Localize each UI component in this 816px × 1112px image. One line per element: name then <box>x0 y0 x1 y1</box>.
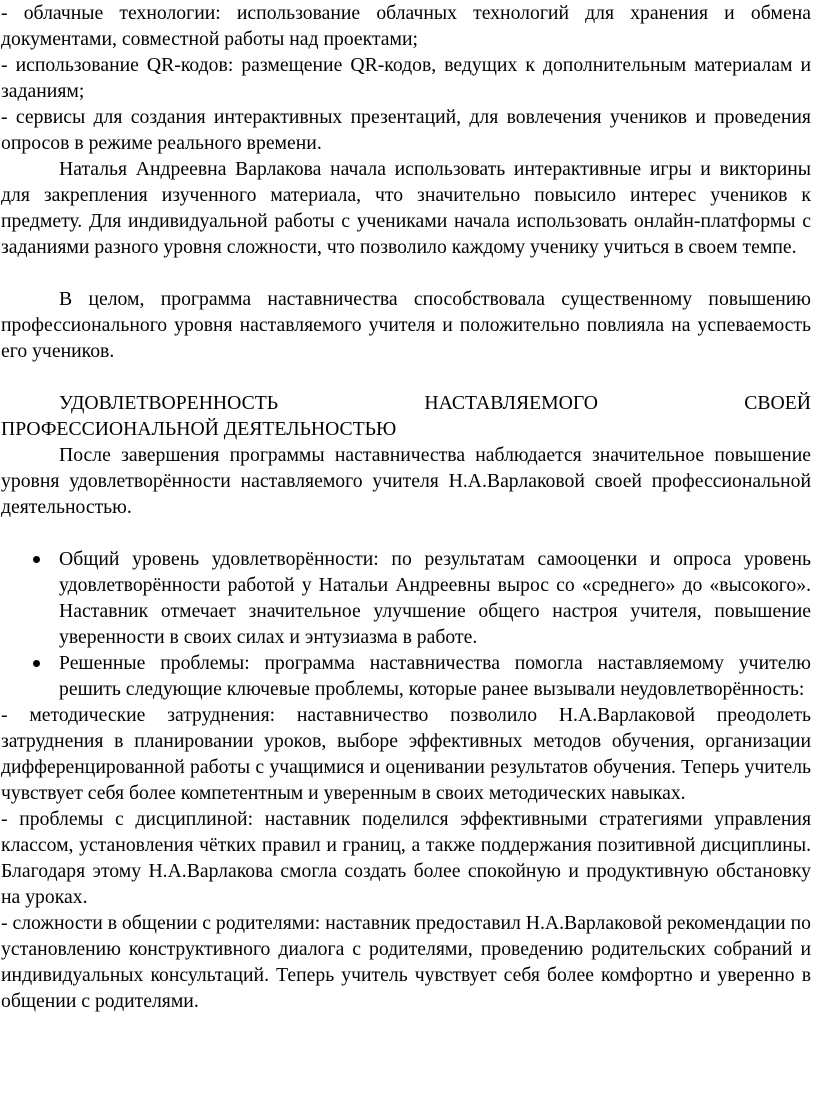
section-heading-line1: УДОВЛЕТВОРЕННОСТЬ НАСТАВЛЯЕМОГО СВОЕЙ <box>59 392 811 414</box>
section-heading <box>1 390 811 442</box>
intro-item-cloud: - облачные технологии: использование облачных технологий для хранения и обмена документами, совместной работы над проектами; <box>1 2 811 50</box>
bullet-text: Решенные проблемы: программа наставничества помогла наставляемому учителю решить следующие ключевые проблемы, которые ранее вызывали неудовлетворённость: <box>59 652 811 700</box>
problem-discipline: - проблемы с дисциплиной: наставник поделился эффективными стратегиями управления классом, установления чётких правил и границ, а также поддержания позитивной дисциплины. Благодаря этому Н.А.Варлакова смогла создать более спокойную и продуктивную обстановку на уроках. <box>1 808 811 908</box>
paragraph-games: Наталья Андреевна Варлакова начала использовать интерактивные игры и викторины для закрепления изученного материала, что значительно повысило интерес учеников к предмету. Для индивидуальной работы с учениками начала использовать онлайн-платформы с заданиями разного уровня сложности, что позволило каждому ученику учиться в своем темпе. <box>1 158 811 258</box>
section-heading-line2: ПРОФЕССИОНАЛЬНОЙ ДЕЯТЕЛЬНОСТЬЮ <box>1 418 397 440</box>
bullet-list <box>1 546 811 702</box>
bullet-item-satisfaction <box>1 546 811 650</box>
bullet-item-problems <box>1 650 811 702</box>
problem-methodical: - методические затруднения: наставничество позволило Н.А.Варлаковой преодолеть затруднения в планировании уроков, выборе эффективных методов обучения, организации дифференцированной работы с учащимися и оценивании результатов обучения. Теперь учитель чувствует себя более компетентным и уверенным в своих методических навыках. <box>1 704 811 804</box>
intro-item-qr: - использование QR-кодов: размещение QR-кодов, ведущих к дополнительным материалам и заданиям; <box>1 54 811 102</box>
bullet-text: Общий уровень удовлетворённости: по результатам самооценки и опроса уровень удовлетворённости работой у Натальи Андреевны вырос со «среднего» до «высокого». Наставник отмечает значительное улучшение общего настроя учителя, повышение уверенности в своих силах и энтузиазма в работе. <box>59 548 811 648</box>
bullet-icon <box>33 556 40 563</box>
blank-line <box>1 364 811 390</box>
paragraph-after: После завершения программы наставничества наблюдается значительное повышение уровня удовлетворённости наставляемого учителя Н.А.Варлаковой своей профессиональной деятельностью. <box>1 444 811 518</box>
paragraph-summary: В целом, программа наставничества способствовала существенному повышению профессионального уровня наставляемого учителя и положительно повлияла на успеваемость его учеников. <box>1 288 811 362</box>
blank-line <box>1 520 811 546</box>
problem-parents: - сложности в общении с родителями: наставник предоставил Н.А.Варлаковой рекомендации по установлению конструктивного диалога с родителями, проведению родительских собраний и индивидуальных консультаций. Теперь учитель чувствует себя более комфортно и уверенно в общении с родителями. <box>1 912 811 1012</box>
bullet-icon <box>33 660 40 667</box>
blank-line <box>1 260 811 286</box>
intro-item-presentations: - сервисы для создания интерактивных презентаций, для вовлечения учеников и проведения опросов в режиме реального времени. <box>1 106 811 154</box>
